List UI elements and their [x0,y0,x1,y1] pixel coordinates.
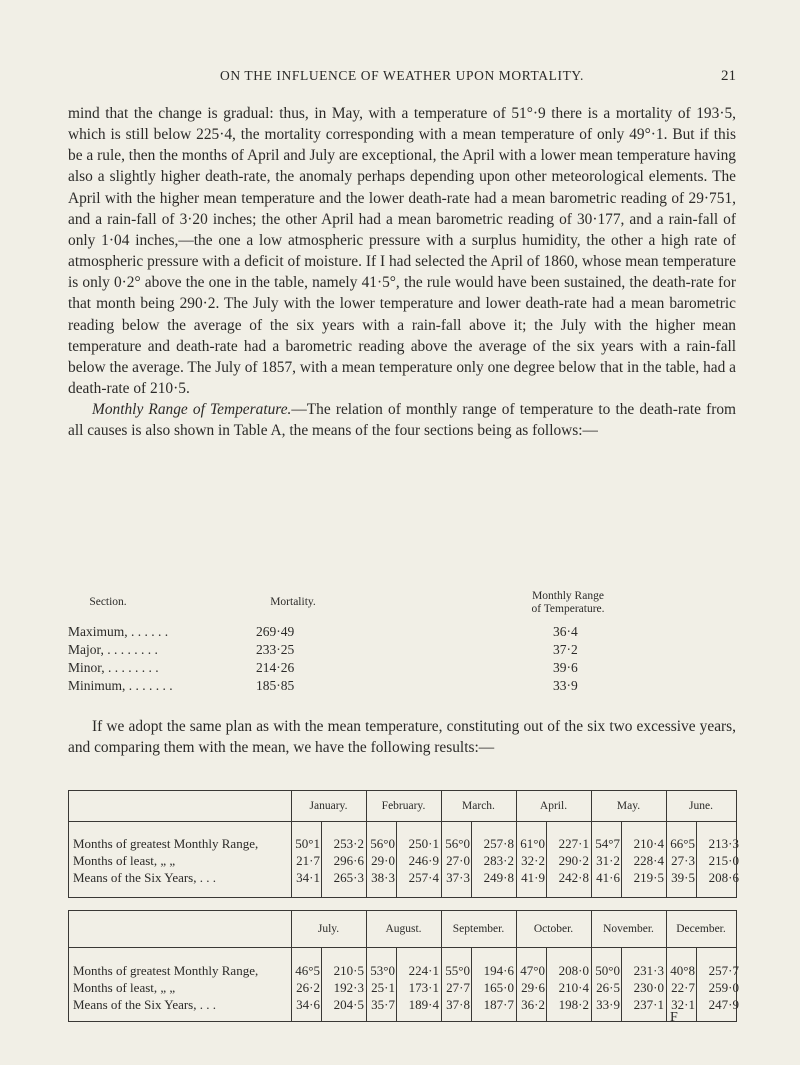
page-number: 21 [721,68,736,84]
table-range-cell: 61°0 [520,836,545,851]
table-range-cell: 29·0 [371,853,395,868]
table-mortality-cell: 242·8 [558,870,589,885]
table-mortality-cell: 246·9 [408,853,439,868]
summary-range: 36·4 [553,624,578,639]
table-range-cell: 46°5 [295,963,320,978]
table-mortality-cell: 228·4 [633,853,664,868]
table-mortality-cell: 257·8 [483,836,514,851]
table-month-header: March. [462,800,495,812]
running-head: ON THE INFLUENCE OF WEATHER UPON MORTALITY. [219,68,585,83]
table-month-header: May. [616,800,641,812]
paragraph-2 [68,399,736,441]
summary-range: 37·2 [553,642,578,657]
table-mortality-cell: 189·4 [408,997,439,1012]
table-month-header: December. [676,923,726,935]
table-range-cell: 21·7 [296,853,320,868]
table-mortality-cell: 173·1 [408,980,439,995]
table-month-header: July. [317,923,340,935]
table-month-header: January. [309,800,348,812]
table-range-cell: 56°0 [370,836,395,851]
table-range-cell: 22·7 [671,980,695,995]
table-mortality-cell: 257·4 [408,870,439,885]
summary-section: Minimum, . . . . . . . [68,678,173,693]
table-mortality-cell: 198·2 [558,997,589,1012]
table-month-header: April. [539,800,568,812]
table-range-cell: 39·5 [671,870,695,885]
table-row-label: Months of least, „ „ [73,853,176,868]
table-mortality-cell: 210·5 [333,963,364,978]
summary-section: Minor, . . . . . . . . [68,660,159,675]
table-range-cell: 37·8 [446,997,470,1012]
table-mortality-cell: 249·8 [483,870,514,885]
table-range-cell: 27·7 [446,980,470,995]
paragraph-2-text: —The relation of monthly range of temperature to the death-rate from all causes is also shown in Table A, the means of the four sections being as follows:— [68,401,736,440]
table-mortality-cell: 210·4 [558,980,589,995]
summary-section: Major, . . . . . . . . [68,642,158,657]
paragraph-1: mind that the change is gradual: thus, in May, with a temperature of 51°·9 there is a mortality of 193·5, which is still below 225·4, the mortality corresponding with a mean temperature of only 49°·1. But if this be a rule, then the months of April and July are exceptional, the April with a lower mean temperature having also a slightly higher death-rate, the anomaly perhaps depending upon other meteorological elements. The April with the higher mean temperature and the lower death-rate had a mean barometric reading of 29·751, and a rain-fall of 3·20 inches; the other April had a mean barometric reading of 30·177, and a rain-fall of only 1·04 inches,—the one a low atmospheric pressure with a surplus humidity, the other a high rate of atmospheric pressure with a deficit of moisture. If I had selected the April of 1860, whose mean temperature is only 0·2° above the one in the table, namely 41·5°, the rule would have been sustained, the death-rate for that month being 290·2. The July with the lower temperature and lower death-rate had a mean barometric reading below the average of the six years with a rain-fall above it; the July with the higher mean temperature and death-rate had a barometric reading above the average of the six years with a rain-fall below the average. The July of 1857, with a mean temperature only one degree below that in the table, had a death-rate of 210·5. [68,105,736,398]
table-mortality-cell: 253·2 [333,836,364,851]
table-range-cell: 32·2 [521,853,545,868]
table-range-cell: 32·1 [671,997,695,1012]
table-mortality-cell: 237·1 [633,997,664,1012]
table-range-cell: 50°0 [595,963,620,978]
table-mortality-cell: 213·3 [708,836,739,851]
table-range-cell: 26·5 [596,980,620,995]
table-mortality-cell: 290·2 [558,853,589,868]
table-mortality-cell: 265·3 [333,870,364,885]
paragraph-3: If we adopt the same plan as with the mean temperature, constituting out of the six two excessive years, and comparing them with the mean, we have the following results:— [68,718,736,757]
table-mortality-cell: 219·5 [633,870,664,885]
table-range-cell: 66°5 [670,836,695,851]
table-mortality-cell: 165·0 [483,980,514,995]
table-range-cell: 27·0 [446,853,470,868]
summary-row [68,624,736,642]
summary-row [68,642,736,660]
table-range-cell: 37·3 [446,870,470,885]
table-mortality-cell: 283·2 [483,853,514,868]
table-range-cell: 33·9 [596,997,620,1012]
table-range-cell: 31·2 [596,853,620,868]
table-range-cell: 55°0 [445,963,470,978]
table-row-label: Means of the Six Years, . . . [73,870,216,885]
table-mortality-cell: 296·6 [333,853,364,868]
table-range-cell: 38·3 [371,870,395,885]
table-mortality-cell: 187·7 [483,997,514,1012]
table-rule [69,947,736,948]
summary-header-range [498,590,638,616]
table-range-cell: 53°0 [370,963,395,978]
summary-header-section: Section. [89,596,127,608]
table-range-cell: 56°0 [445,836,470,851]
page-header [68,68,736,88]
table-range-cell: 41·9 [521,870,545,885]
summary-range: 33·9 [553,678,578,693]
table-range-cell: 50°1 [295,836,320,851]
summary-header-range-line1: Monthly Range [532,590,604,602]
table-range-cell: 36·2 [521,997,545,1012]
paragraph-2-title: Monthly Range of Temperature. [92,401,292,419]
monthly-range-table-jul-dec [68,910,737,1022]
table-mortality-cell: 230·0 [633,980,664,995]
table-range-cell: 35·7 [371,997,395,1012]
table-month-header: September. [452,923,505,935]
table-mortality-cell: 257·7 [708,963,739,978]
table-range-cell: 34·6 [296,997,320,1012]
summary-mortality: 185·85 [256,678,295,693]
table-month-header: October. [533,923,574,935]
summary-section: Maximum, . . . . . . [68,624,169,639]
summary-row [68,660,736,678]
table-mortality-cell: 250·1 [408,836,439,851]
summary-mortality: 214·26 [256,660,295,675]
table-row-label: Means of the Six Years, . . . [73,997,216,1012]
summary-range: 39·6 [553,660,578,675]
table-month-header: February. [381,800,426,812]
table-rule [69,821,736,822]
table-row-label: Months of least, „ „ [73,980,176,995]
table-range-cell: 40°8 [670,963,695,978]
table-range-cell: 29·6 [521,980,545,995]
body-text-continued [68,716,736,758]
table-mortality-cell: 231·3 [633,963,664,978]
summary-mortality: 233·25 [256,642,295,657]
table-mortality-cell: 247·9 [708,997,739,1012]
monthly-range-table-jan-jun [68,790,737,898]
signature-mark: F [670,1010,678,1025]
table-range-cell: 54°7 [595,836,620,851]
table-mortality-cell: 192·3 [333,980,364,995]
table-month-header: November. [603,923,654,935]
table-month-header: August. [385,923,422,935]
summary-mortality: 269·49 [256,624,295,639]
table-mortality-cell: 208·6 [708,870,739,885]
table-range-cell: 47°0 [520,963,545,978]
table-range-cell: 41·6 [596,870,620,885]
table-range-cell: 27·3 [671,853,695,868]
table-range-cell: 34·1 [296,870,320,885]
body-text [68,103,736,442]
table-mortality-cell: 208·0 [558,963,589,978]
table-mortality-cell: 259·0 [708,980,739,995]
table-mortality-cell: 204·5 [333,997,364,1012]
table-mortality-cell: 210·4 [633,836,664,851]
table-row-label: Months of greatest Monthly Range, [73,963,259,978]
table-range-cell: 25·1 [371,980,395,995]
table-month-header: June. [689,800,713,812]
table-mortality-cell: 215·0 [708,853,739,868]
summary-row [68,678,736,696]
table-range-cell: 26·2 [296,980,320,995]
summary-header-mortality: Mortality. [270,596,316,608]
table-row-label: Months of greatest Monthly Range, [73,836,259,851]
table-mortality-cell: 227·1 [558,836,589,851]
table-mortality-cell: 194·6 [483,963,514,978]
table-mortality-cell: 224·1 [408,963,439,978]
summary-header-range-line2: of Temperature. [531,603,605,615]
